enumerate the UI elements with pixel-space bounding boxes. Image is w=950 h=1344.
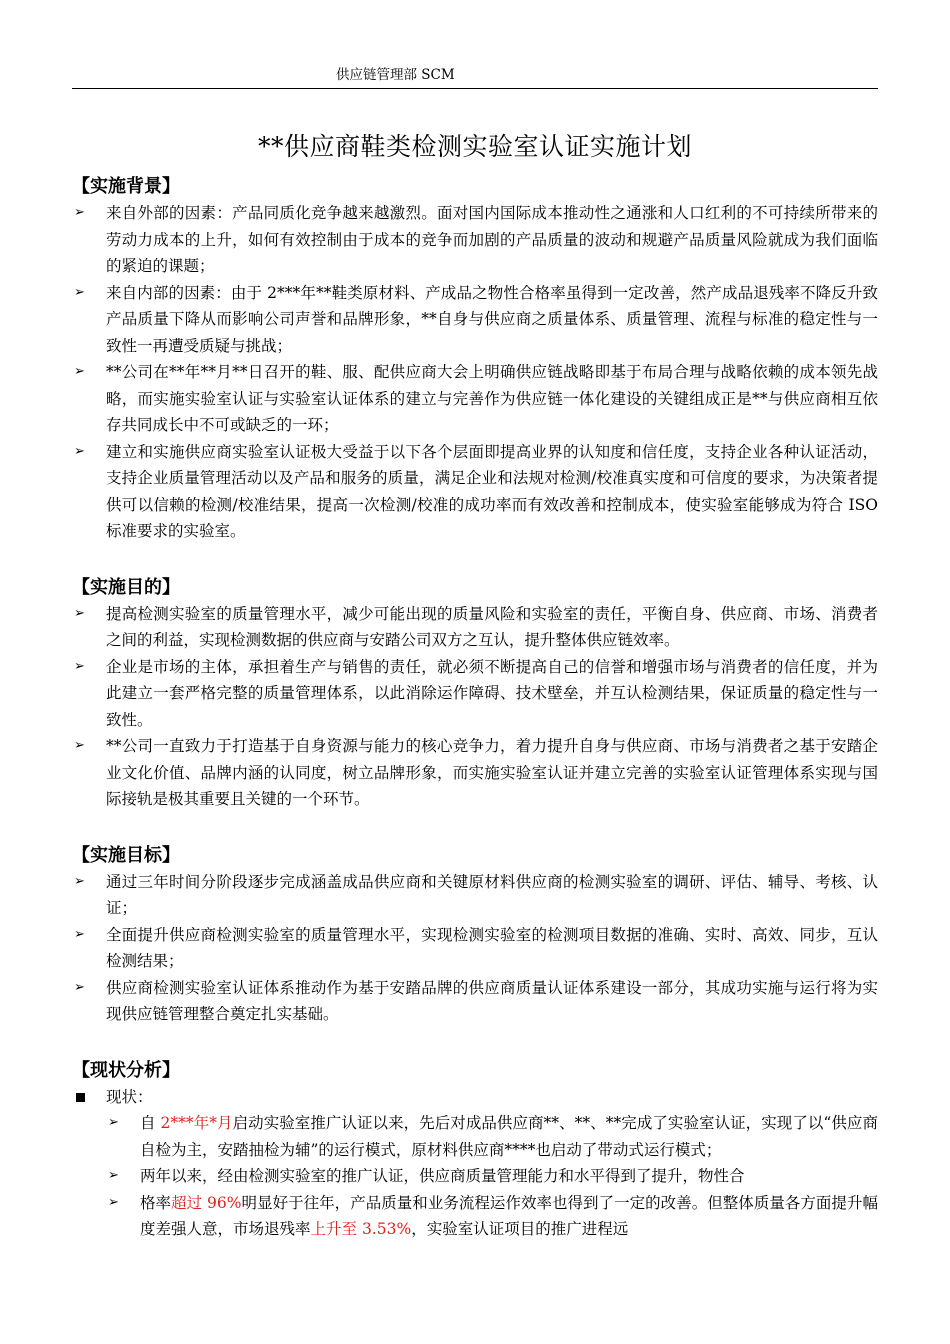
list-item: ➢ 建立和实施供应商实验室认证极大受益于以下各个层面即提高业界的认知度和信任度，支持企业各种认证活动，支持企业质量管理活动以及产品和服务的质量，满足企业和法规对检测/校准真实度和可信度的要求，为决策者提供可以信赖的检测/校准结果，提高一次检测/校准的成功率而有效改善和控制成本，使实验室能够成为符合 ISO 标准要求的实验室。 <box>72 439 878 545</box>
list-item: ➢ 来自内部的因素：由于 2***年**鞋类原材料、产成品之物性合格率虽得到一定改善，然产成品退残率不降反升致产品质量下降从而影响公司声誉和品牌形象，**自身与供应商之质量体系、质量管理、流程与标准的稳定性与一致性一再遭受质疑与挑战； <box>72 280 878 360</box>
section-heading-background: 【实施背景】 <box>72 176 180 197</box>
arrow-bullet-icon: ➢ <box>108 1194 119 1210</box>
arrow-bullet-icon: ➢ <box>74 658 85 674</box>
document-body <box>72 174 878 1243</box>
list-item: ➢ 自 2***年*月启动实验室推广认证以来，先后对成品供应商**、**、**完成了实验室认证，实现了以“供应商自检为主，安踏抽检为辅”的运行模式，原材料供应商****也启动了带动式运行模式； <box>106 1110 878 1163</box>
arrow-bullet-icon: ➢ <box>74 979 85 995</box>
highlight-date: 2***年*月 <box>160 1114 233 1132</box>
square-bullet-icon <box>76 1093 85 1102</box>
arrow-bullet-icon: ➢ <box>108 1115 119 1130</box>
list-item: ➢ 提高检测实验室的质量管理水平，减少可能出现的质量风险和实验室的责任，平衡自身、供应商、市场、消费者之间的利益，实现检测数据的供应商与安踏公司双方之互认，提升整体供应链效率。 <box>72 601 878 654</box>
background-list <box>72 200 878 545</box>
arrow-bullet-icon: ➢ <box>74 738 85 753</box>
status-item: 现状： <box>72 1084 878 1111</box>
section-heading-goals: 【实施目标】 <box>72 844 180 866</box>
arrow-bullet-icon: ➢ <box>74 205 85 220</box>
arrow-bullet-icon: ➢ <box>74 605 85 621</box>
list-item: ➢ 企业是市场的主体，承担着生产与销售的责任，就必须不断提高自己的信誉和增强市场与消费者的信任度，并为此建立一套严格完整的质量管理体系，以此消除运作障碍、技术壁垒，并互认检测结果，保证质量的稳定性与一致性。 <box>72 654 878 734</box>
page-header <box>72 66 878 89</box>
arrow-bullet-icon: ➢ <box>108 1168 119 1183</box>
section-heading-status-analysis: 【现状分析】 <box>72 1059 180 1081</box>
goals-list <box>72 869 878 1028</box>
list-item: ➢ 格率超过 96%明显好于往年，产品质量和业务流程运作效率也得到了一定的改善。但整体质量各方面提升幅度差强人意，市场退残率上升至 3.53%，实验室认证项目的推广进程远 <box>106 1190 878 1243</box>
header-text: 供应链管理部 SCM <box>336 67 455 83</box>
arrow-bullet-icon: ➢ <box>74 873 85 889</box>
list-item: ➢ 全面提升供应商检测实验室的质量管理水平，实现检测实验室的检测项目数据的准确、实时、高效、同步，互认检测结果； <box>72 922 878 975</box>
list-item: ➢ 来自外部的因素：产品同质化竞争越来越激烈。面对国内国际成本推动性之通涨和人口红利的不可持续所带来的劳动力成本的上升，如何有效控制由于成本的竞争而加剧的产品质量的波动和规避产品质量风险就成为我们面临的紧迫的课题； <box>72 200 878 280</box>
arrow-bullet-icon: ➢ <box>74 284 85 300</box>
list-item: ➢ 通过三年时间分阶段逐步完成涵盖成品供应商和关键原材料供应商的检测实验室的调研、评估、辅导、考核、认证； <box>72 869 878 922</box>
list-item: ➢ 两年以来，经由检测实验室的推广认证，供应商质量管理能力和水平得到了提升，物性合 <box>106 1163 878 1190</box>
purpose-list <box>72 601 878 813</box>
status-sub-list <box>72 1110 878 1243</box>
list-item: ➢ **公司一直致力于打造基于自身资源与能力的核心竞争力，着力提升自身与供应商、市场与消费者之基于安踏企业文化价值、品牌内涵的认同度，树立品牌形象，而实施实验室认证并建立完善的实验室认证管理体系实现与国际接轨是极其重要且关键的一个环节。 <box>72 733 878 813</box>
list-item: ➢ **公司在**年**月**日召开的鞋、服、配供应商大会上明确供应链战略即基于布局合理与战略依赖的成本领先战略，而实施实验室认证与实验室认证体系的建立与完善作为供应链一体化建设的关键组成正是**与供应商相互依存共同成长中不可或缺乏的一环； <box>72 359 878 439</box>
arrow-bullet-icon: ➢ <box>74 926 85 942</box>
highlight-pass-rate: 超过 96% <box>171 1193 242 1212</box>
arrow-bullet-icon: ➢ <box>74 443 85 459</box>
arrow-bullet-icon: ➢ <box>74 364 85 379</box>
highlight-return-rate: 上升至 3.53% <box>310 1220 412 1238</box>
list-item: ➢ 供应商检测实验室认证体系推动作为基于安踏品牌的供应商质量认证体系建设一部分，其成功实施与运行将为实现供应链管理整合奠定扎实基础。 <box>72 975 878 1028</box>
section-heading-purpose: 【实施目的】 <box>72 576 180 598</box>
document-title: **供应商鞋类检测实验室认证实施计划 <box>257 132 692 161</box>
